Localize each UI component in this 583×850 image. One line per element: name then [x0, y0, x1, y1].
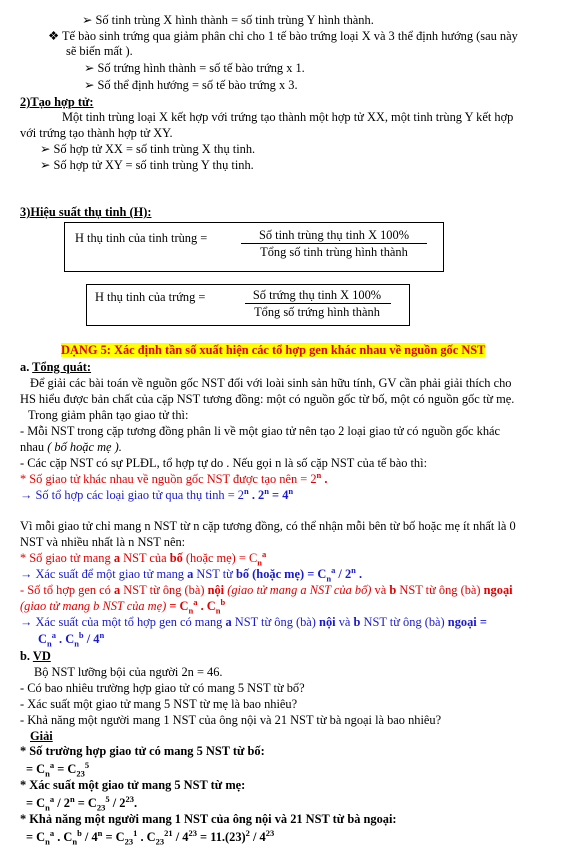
- text-line: sẽ biến mất ).: [66, 44, 133, 58]
- superscript: n: [316, 469, 322, 480]
- superscript: 23: [265, 827, 275, 838]
- text-span: / 2: [54, 796, 70, 810]
- subscript: n: [46, 638, 52, 649]
- text-span: ngoại: [483, 583, 513, 597]
- subscript: n: [45, 768, 50, 779]
- text-span: / 4: [249, 830, 266, 844]
- superscript: b: [220, 596, 226, 607]
- text-line: ➢ Số tinh trùng X hình thành = số tinh trùng Y hình thành.: [82, 13, 374, 27]
- formula-box-sperm: [64, 222, 444, 272]
- subsection-title: Tổng quát:: [32, 360, 92, 374]
- text-line: Một tinh trùng loại X kết hợp với trứng tạo thành một hợp tử XX, một tinh trùng Y kết hợp: [62, 110, 514, 124]
- text-span: = C: [26, 796, 46, 810]
- text-span: * Số giao tử khác nhau về nguồn gốc NST được tạo nên = 2: [20, 472, 317, 486]
- text-line: Vì mỗi giao tử chỉ mang n NST từ n cặp tương đồng, có thể nhận mỗi bên từ bố hoặc mẹ ít nhất là 0: [20, 519, 516, 533]
- subscript: 23: [155, 836, 165, 847]
- text-span: . C: [197, 599, 216, 613]
- text-span: . C: [137, 830, 156, 844]
- subscript: n: [74, 638, 79, 649]
- formula-line: [20, 596, 226, 616]
- formula-line: [20, 583, 513, 597]
- subsection-title: VD: [32, 649, 51, 663]
- superscript: b: [77, 827, 82, 838]
- text-span: a: [187, 567, 194, 581]
- subsection-letter: b.: [20, 649, 30, 663]
- superscript: n: [97, 827, 103, 838]
- superscript: 5: [105, 793, 110, 804]
- formula-line: [20, 548, 267, 568]
- superscript: 2: [245, 827, 250, 838]
- text-span: (hoặc mẹ) = C: [252, 567, 327, 581]
- text-line: * Xác suất một giao tử mang 5 NST từ mẹ:: [20, 778, 246, 792]
- text-span: / 2: [335, 567, 352, 581]
- superscript: a: [49, 759, 55, 770]
- text-span: (giao tử mang a NST của bố): [227, 583, 372, 597]
- superscript: 21: [164, 827, 173, 838]
- text-span: nội: [319, 615, 336, 629]
- subscript: n: [257, 557, 262, 568]
- text-span: NST từ: [196, 567, 233, 581]
- superscript: 23: [125, 793, 134, 804]
- text-line: - Mỗi NST trong cặp tương đồng phân li về một giao tử nên tạo 2 loại giao tử có nguồn gốc khác: [20, 424, 501, 438]
- formula-numerator: Số trứng thụ tinh X 100%: [252, 288, 382, 302]
- text-span: .: [133, 796, 138, 810]
- text-line: - Có bao nhiêu trường hợp giao tử có mang 5 NST từ bố?: [20, 681, 305, 695]
- text-span: / 4: [83, 632, 100, 646]
- text-line: ➢ Số trứng hình thành = số tế bào trứng x 1.: [84, 61, 305, 75]
- formula-label: H thụ tinh của trứng =: [95, 290, 206, 304]
- formula-line: [26, 793, 138, 813]
- text-line: - Xác suất một giao tử mang 5 NST từ mẹ là bao nhiêu?: [20, 697, 298, 711]
- subscript: n: [45, 802, 50, 813]
- text-line: ➢ Số hợp tử XX = số tinh trùng X thụ tinh.: [40, 142, 256, 156]
- superscript: a: [193, 596, 198, 607]
- subsection-heading: [20, 649, 51, 663]
- text-span: và: [374, 583, 387, 597]
- text-span: = 4: [268, 488, 289, 502]
- text-span: b: [353, 615, 361, 629]
- formula-denominator: Tổng số tinh trùng hình thành: [260, 245, 408, 259]
- superscript: n: [264, 485, 269, 496]
- formula-line: [20, 485, 294, 502]
- formula-line: [38, 629, 105, 649]
- text-span: . C: [54, 830, 73, 844]
- text-span: = 11.(23): [196, 830, 246, 844]
- superscript: a: [331, 564, 336, 575]
- text-line: - Khả năng một người mang 1 NST của ông nội và 21 NST từ bà ngoại là bao nhiêu?: [20, 713, 442, 727]
- text-span: nhau: [20, 440, 45, 454]
- formula-denominator: Tổng số trứng hình thành: [254, 305, 380, 319]
- text-span: ( bố hoặc mẹ ).: [47, 440, 122, 454]
- superscript: 23: [188, 827, 197, 838]
- text-span: = C: [54, 762, 77, 776]
- text-span: bố: [169, 551, 183, 565]
- text-span: . C: [55, 632, 75, 646]
- subscript: 23: [96, 802, 106, 813]
- superscript: a: [261, 548, 267, 559]
- text-span: =: [476, 615, 487, 629]
- text-line: với trứng tạo thành hợp tử XY.: [20, 126, 173, 140]
- text-line: ❖ Tế bào sinh trứng qua giảm phân chỉ cho 1 tế bào trứng loại X và 3 thể định hướng (sau này: [48, 29, 518, 43]
- text-span: NST từ ông (bà): [234, 615, 316, 629]
- text-span: . 2: [248, 488, 265, 502]
- text-span: = C: [166, 599, 189, 613]
- text-span: / 2: [109, 796, 126, 810]
- text-span: → Xác suất để một giao tử mang: [20, 567, 184, 581]
- formula-line: [26, 759, 90, 779]
- text-span: → Xác suất của một tổ hợp gen có mang: [20, 615, 223, 629]
- text-span: nội: [207, 583, 225, 597]
- text-span: a: [113, 583, 121, 597]
- text-line: * Số trường hợp giao tử có mang 5 NST từ bố:: [20, 744, 265, 758]
- subscript: n: [215, 605, 221, 616]
- formula-label: H thụ tinh của tinh trùng =: [75, 231, 208, 245]
- fraction-bar: [245, 303, 391, 304]
- superscript: n: [351, 564, 356, 575]
- text-span: / 4: [172, 830, 189, 844]
- subscript: n: [45, 836, 50, 847]
- superscript: n: [288, 485, 294, 496]
- text-span: - Số tổ hợp gen có: [20, 583, 111, 597]
- text-span: bố: [235, 567, 250, 581]
- subscript: 23: [124, 836, 134, 847]
- text-span: → Số tổ hợp các loại giao tử qua thụ tinh = 2: [20, 488, 244, 502]
- section-heading: 3)Hiệu suất thụ tinh (H):: [20, 205, 152, 219]
- superscript: a: [51, 629, 56, 640]
- text-span: / 4: [81, 830, 98, 844]
- text-line: Trong giảm phân tạo giao tử thì:: [28, 408, 189, 422]
- text-span: = C: [102, 830, 125, 844]
- text-span: ngoại: [447, 615, 477, 629]
- text-line: * Khả năng một người mang 1 NST của ông nội và 21 NST từ bà ngoại:: [20, 812, 397, 826]
- superscript: 5: [84, 759, 90, 770]
- text-span: C: [38, 632, 47, 646]
- text-span: b: [389, 583, 397, 597]
- text-line: Bộ NST lưỡng bội của người 2n = 46.: [34, 665, 223, 679]
- formula-line: → Xác suất để một giao tử mang a NST từ bố (hoặc mẹ) = $C_n^a / 2^n$ .: [20, 564, 363, 584]
- superscript: n: [99, 629, 105, 640]
- superscript: 1: [133, 827, 138, 838]
- subscript: n: [188, 605, 194, 616]
- formula-numerator: Số tinh trùng thụ tinh X 100%: [258, 228, 410, 242]
- subscript: n: [72, 836, 78, 847]
- text-span: a: [113, 551, 121, 565]
- text-span: và: [338, 615, 351, 629]
- text-span: NST từ ông (bà): [399, 583, 481, 597]
- text-span: (giao tử mang b NST của mẹ): [20, 599, 167, 613]
- subscript: 23: [76, 768, 85, 779]
- text-span: NST từ ông (bà): [363, 615, 445, 629]
- text-span: (hoặc mẹ) = C: [185, 551, 258, 565]
- text-span: = C: [74, 796, 97, 810]
- text-span: * Số giao tử mang: [20, 551, 111, 565]
- formula-line: [26, 827, 275, 847]
- text-line: [20, 440, 122, 454]
- superscript: n: [69, 793, 75, 804]
- text-line: ➢ Số thể định hướng = số tế bào trứng x 3.: [84, 78, 298, 92]
- formula-line: [20, 615, 487, 629]
- formula-line: * Số giao tử khác nhau về nguồn gốc NST được tạo nên = $2^n$ .: [20, 469, 328, 486]
- dang5-title: DẠNG 5: Xác định tần số xuất hiện các tổ hợp gen khác nhau về nguồn gốc NST: [61, 343, 486, 357]
- text-line: NST và nhiều nhất là n NST nên:: [20, 535, 186, 549]
- text-span: NST của: [123, 551, 167, 565]
- subsection-heading: [20, 360, 91, 374]
- superscript: b: [78, 629, 84, 640]
- superscript: a: [49, 827, 55, 838]
- text-line: Để giải các bài toán về nguồn gốc NST đối với loài sinh sản hữu tính, GV cần phải giải thích cho: [30, 376, 512, 390]
- solution-heading: Giải: [30, 729, 53, 743]
- text-line: ➢ Số hợp tử XY = số tinh trùng Y thụ tinh.: [40, 158, 254, 172]
- fraction-bar: [241, 243, 427, 244]
- formula-box-egg: [86, 284, 410, 326]
- subscript: n: [326, 573, 332, 584]
- superscript: a: [49, 793, 55, 804]
- text-span: = C: [26, 762, 46, 776]
- section-heading: 2)Tạo hợp tử:: [20, 95, 94, 109]
- text-span: a: [225, 615, 232, 629]
- superscript: n: [243, 485, 249, 496]
- text-line: - Các cặp NST có sự PLĐL, tổ hợp tự do . Nếu gọi n là số cặp NST của tế bào thì:: [20, 456, 428, 470]
- text-line: HS hiểu được bản chất của cặp NST tương đồng: một có nguồn gốc từ bố, một có nguồn gốc từ mẹ.: [20, 392, 515, 406]
- text-span: NST từ ông (bà): [123, 583, 205, 597]
- dang5-heading: [61, 343, 485, 357]
- subsection-letter: a.: [20, 360, 30, 374]
- text-span: = C: [26, 830, 46, 844]
